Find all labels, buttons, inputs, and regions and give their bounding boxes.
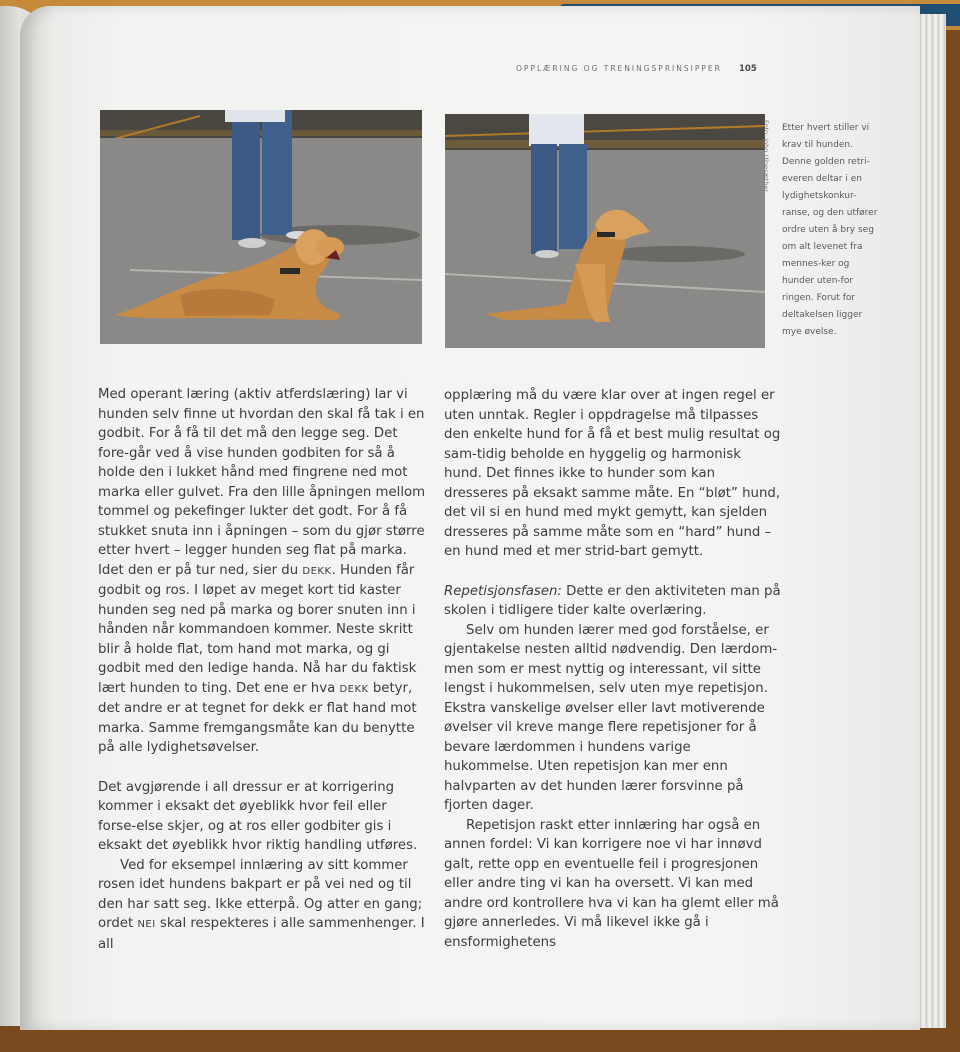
- command-dekk: DEKK: [339, 683, 369, 695]
- text-run: skal respekteres i alle sammenhenger. I all: [98, 916, 425, 952]
- paragraph-repetition-phase: [444, 582, 782, 621]
- command-nei: NEI: [137, 919, 156, 930]
- paragraph-timing: Det avgjørende i all dressur er at korrigering kommer i eksakt det øyeblikk hvor feil eller forse-else skjer, og at ros eller godbiter gis i eksakt det øyeblikk hvor riktig handling utføres.: [98, 779, 418, 853]
- text-run: betyr, det andre er at tegnet for dekk er flat hand mot marka. Samme fremgangsmåte kan du benytte på alle lydighetsøvelser.: [98, 680, 417, 755]
- photo-caption: Etter hvert stiller vi krav til hunden. Denne golden retri-everen deltar i en lydighetskonkur-ranse, og den utfører ordre uten å bry seg om alt levenet fra mennes-ker og hunder uten-for ringen. Forut for deltakelsen ligger mye øvelse.: [782, 123, 878, 337]
- paragraph-repetition-need: Selv om hunden lærer med god forståelse, er gjentakelse nesten alltid nødvendig. Den lærdom-men som er mest nyttig og interessant, vil sitte lengst i hukommelsen, selv uten mye repetisjon. Ekstra vanskelige øvelser eller lavt motiverende øvelser vil kreve mange flere repetisjoner for å bevare lærdommen i hundens varige hukommelse. Uten repetisjon kan mer enn halvparten av det hunden lærer forsvinne på fjorten dager.: [444, 622, 778, 813]
- text-run: . Hunden får godbit og ros. I løpet av meget kort tid kaster hunden seg ned på marka og borer snuten inn i hånden når kommandoen kommer. Neste skritt blir å holde flat, tom hand mot marka, og gi godbit med den ledige handa. Nå har du faktisk lært hunden to ting. Det ene er hva: [98, 562, 417, 696]
- left-text-column: [98, 385, 428, 954]
- right-text-column: [444, 386, 782, 952]
- section-heading-repetisjonsfasen: Repetisjonsfasen:: [444, 583, 562, 599]
- paragraph-operant-learning: [98, 385, 428, 758]
- paragraph-rules: opplæring må du være klar over at ingen regel er uten unntak. Regler i oppdragelse må tilpasses den enkelte hund for å få et best mulig resultat og sam-tidig beholde en hyggelig og harmonisk hund. Det finnes ikke to hunder som kan dresseres på eksakt samme måte. En “bløt” hund, det vil si en hund med mykt gemytt, kan sjelden dresseres på samme måte som en “hard” hund – en hund med et mer strid-bart gemytt.: [444, 388, 781, 559]
- text-run: Ved for eksempel innlæring av sitt kommer rosen idet hundens bakpart er på vei ned og til den har satt seg. Ikke etterpå. Og atter en gang; ordet: [98, 857, 423, 931]
- command-dekk: DEKK: [302, 565, 332, 577]
- text-run: Dette er den aktiviteten man på skolen i tidligere tider kalte overlæring.: [444, 583, 781, 618]
- text-run: Med operant læring (aktiv atferdslæring) lar vi hunden selv finne ut hvordan den skal få tak i en godbit. For å få til det må den legge seg. Det fore-går ved å vise hunden godbiten for så å holde den i lukket hånd med fingrene ned mot marka eller gulvet. Fra den lille åpningen mellom tommel og pekefinger lukter det godt. For å få stukket snuta inn i åpningen – som du gjør større etter hvert – legger hunden seg flat på marka. Idet den er på tur ned, sier du: [98, 387, 426, 578]
- paragraph-sitt: [98, 856, 428, 955]
- page-number: 105: [739, 64, 757, 74]
- photo-dog-sitting: [445, 114, 765, 348]
- running-head: OPPLÆRING OG TRENINGSPRINSIPPER: [516, 64, 722, 73]
- photo-credit: Foto: John Ulnesæther: [762, 120, 770, 193]
- photo-dog-lying: [100, 110, 422, 344]
- paragraph-repetition-benefit: Repetisjon raskt etter innlæring har også en annen fordel: Vi kan korrigere noe vi har innøvd galt, rette opp en eventuelle feil i progresjonen eller andre ting vi kan ha oversett. Vi kan med andre ord kontrollere hva vi kan ha glemt eller må gjøre annerledes. Vi må likevel ikke gå i ensformighetens: [444, 817, 779, 950]
